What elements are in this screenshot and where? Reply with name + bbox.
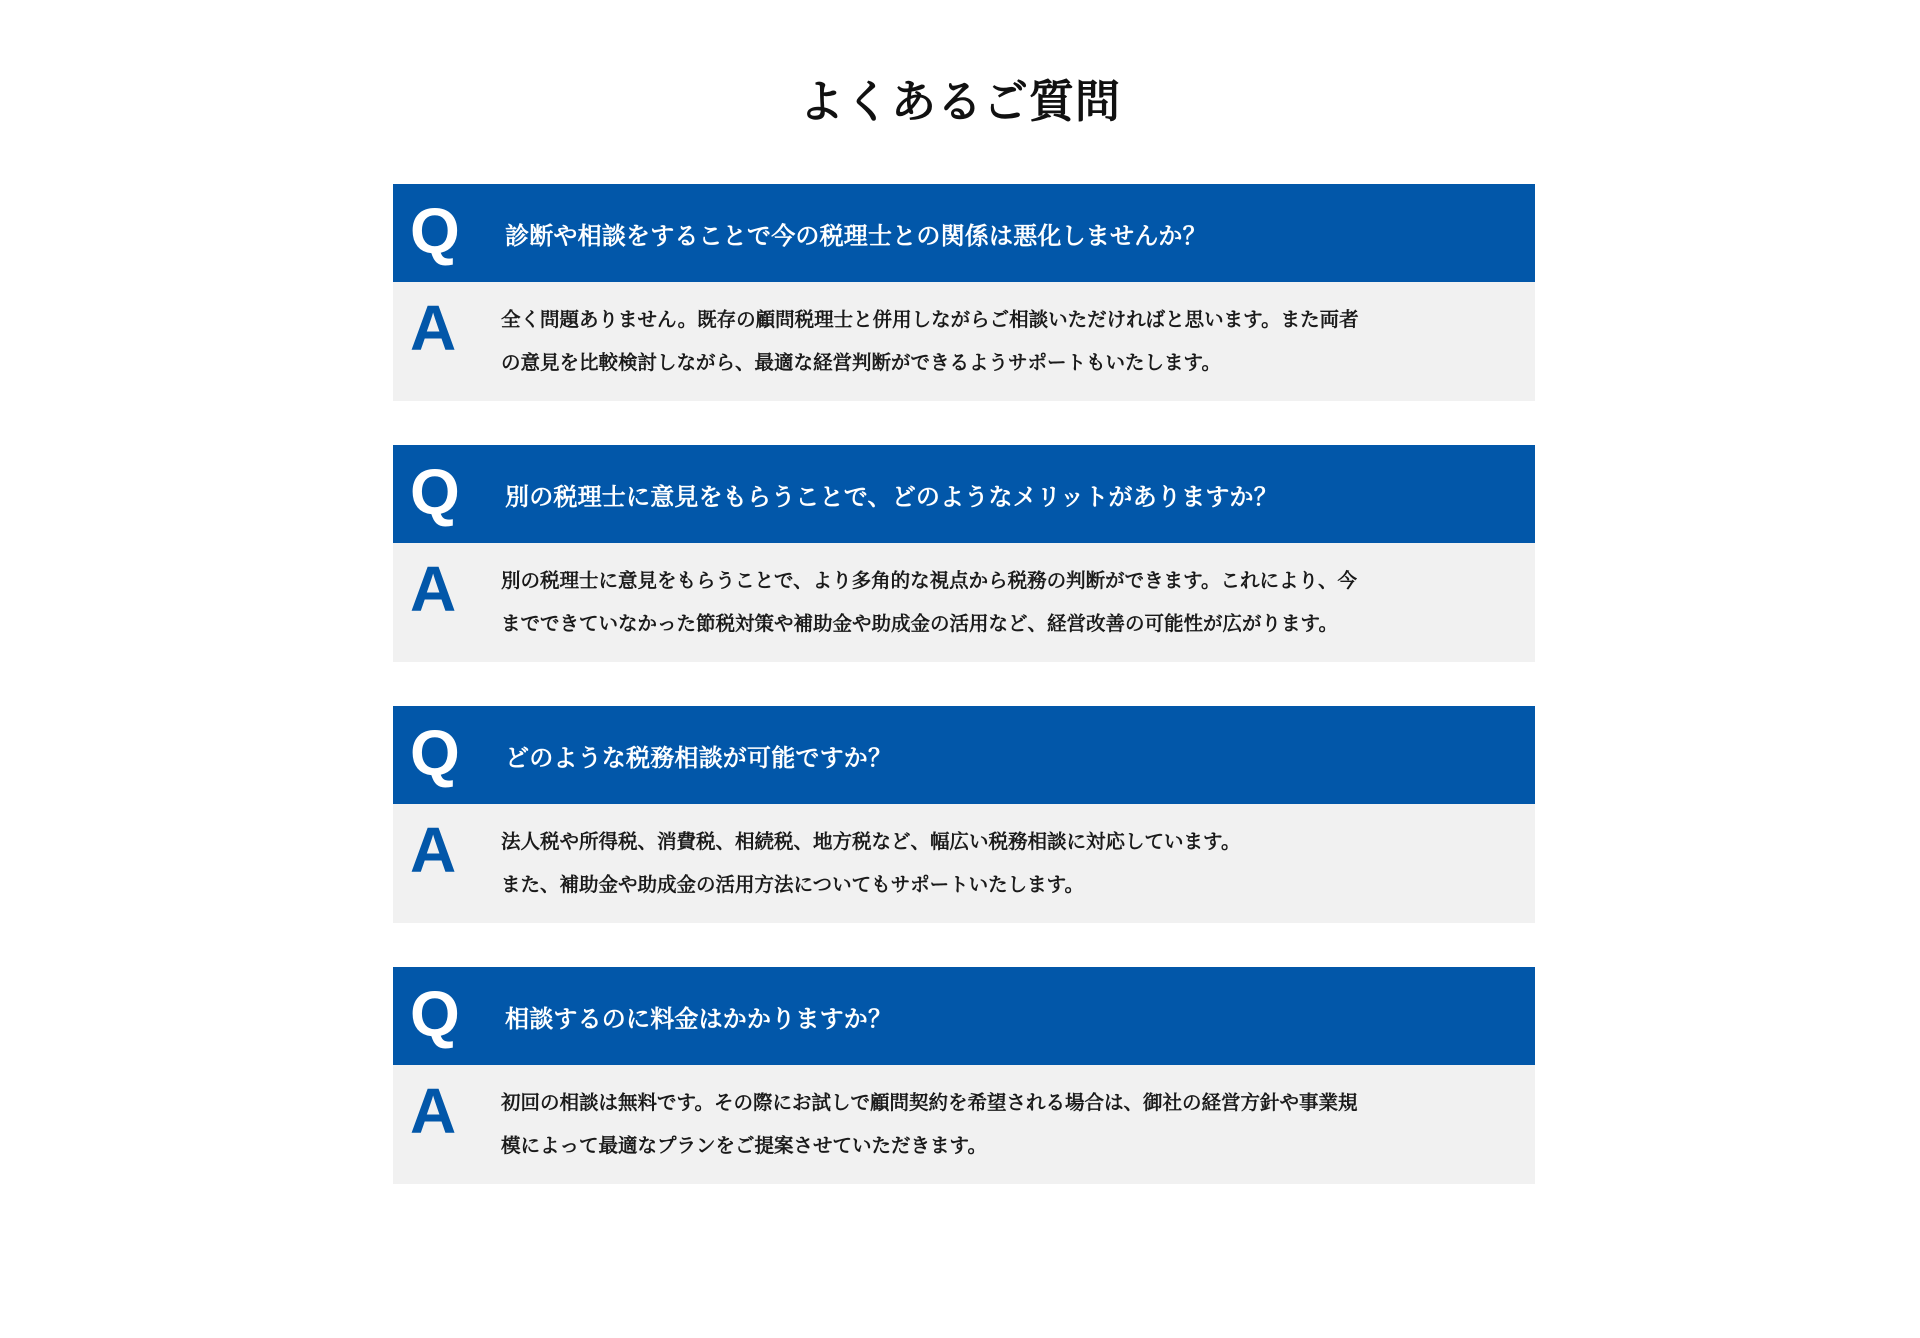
question-bar[interactable]: [393, 967, 1535, 1065]
answer-text: 初回の相談は無料です。その際にお試しで顧問契約を希望される場合は、御社の経営方針や事業規模によって最適なプランをご提案させていただきます。: [501, 1091, 1358, 1157]
answer-marker: A: [410, 814, 457, 886]
question-marker: Q: [410, 195, 460, 267]
answer-marker: A: [410, 292, 457, 364]
answer-text: 別の税理士に意見をもらうことで、より多角的な視点から税務の判断ができます。これにより、今までできていなかった節税対策や補助金や助成金の活用など、経営改善の可能性が広がります。: [501, 569, 1358, 635]
question-text: どのような税務相談が可能ですか？: [505, 743, 893, 772]
answer-text: 全く問題ありません。既存の顧問税理士と併用しながらご相談いただければと思います。また両者の意見を比較検討しながら、最適な経営判断ができるようサポートもいたします。: [501, 308, 1359, 374]
question-text: 診断や相談をすることで今の税理士との関係は悪化しませんか？: [505, 221, 1207, 250]
question-text: 別の税理士に意見をもらうことで、どのようなメリットがありますか？: [505, 482, 1278, 511]
faq-item: [393, 184, 1535, 401]
answer-marker: A: [410, 1075, 457, 1147]
question-marker: Q: [410, 456, 460, 528]
faq-item: [393, 445, 1535, 662]
page-title: よくあるご質問: [798, 75, 1121, 128]
question-bar[interactable]: [393, 445, 1535, 543]
answer-text: 法人税や所得税、消費税、相続税、地方税など、幅広い税務相談に対応しています。 また、補助金や助成金の活用方法についてもサポートいたします。: [501, 830, 1241, 896]
faq-list: [393, 184, 1535, 1184]
answer-box: [393, 282, 1535, 401]
answer-box: [393, 1065, 1535, 1184]
answer-box: [393, 804, 1535, 923]
question-marker: Q: [410, 978, 460, 1050]
question-marker: Q: [410, 717, 460, 789]
question-bar[interactable]: [393, 184, 1535, 282]
answer-box: [393, 543, 1535, 662]
faq-item: [393, 706, 1535, 923]
question-text: 相談するのに料金はかかりますか？: [505, 1004, 893, 1033]
answer-marker: A: [410, 553, 457, 625]
faq-item: [393, 967, 1535, 1184]
question-bar[interactable]: [393, 706, 1535, 804]
